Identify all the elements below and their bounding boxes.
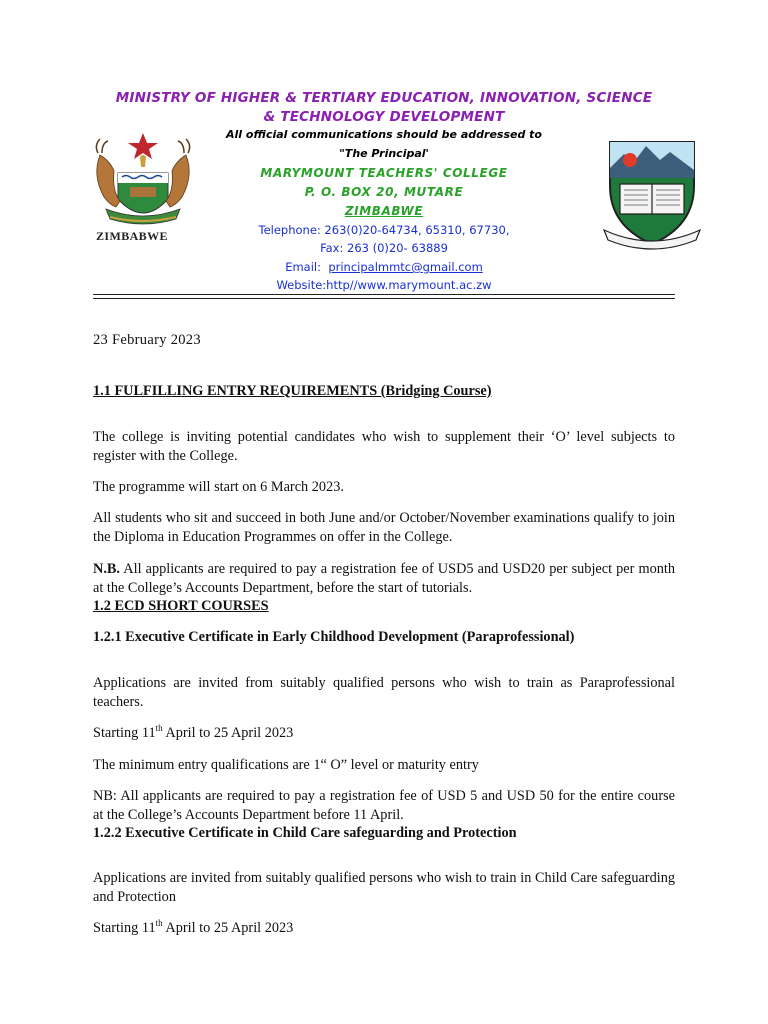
addressee: "The Principal' [339,147,429,160]
section-1-1-nb [93,560,675,598]
section-1-1-paragraph-1: The college is inviting potential candidates who wish to supplement their ‘O’ level subjects to register with the College. [93,429,675,465]
header-divider-thick [93,294,675,295]
section-1-2-1-heading: 1.2.1 Executive Certificate in Early Childhood Development (Paraprofessional) [93,629,575,645]
fax: Fax: 263 (0)20- 63889 [320,241,448,255]
website[interactable]: Website:http//www.marymount.ac.zw [276,278,492,292]
section-1-2-2-heading: 1.2.2 Executive Certificate in Child Care safeguarding and Protection [93,825,517,841]
ministry-title-line2: & TECHNOLOGY DEVELOPMENT [263,109,505,125]
section-1-1-paragraph-2: The programme will start on 6 March 2023. [93,479,344,496]
section-1-1-heading: 1.1 FULFILLING ENTRY REQUIREMENTS (Bridging Course) [93,383,492,399]
section-1-2-2-paragraph: Applications are invited from suitably qualified persons who wish to train in Child Care safeguarding and Protection [93,870,675,906]
letter-date: 23 February 2023 [93,332,201,348]
nb-label: N.B. [93,561,121,578]
section-1-2-1-paragraph: Applications are invited from suitably qualified persons who wish to train as Paraprofessional teachers. [93,675,675,711]
nb-text: All applicants are required to pay a registration fee of USD5 and USD20 per subject per month at the College’s Accounts Department, before the start of tutorials. [93,561,675,597]
email-link[interactable]: principalmmtc@gmail.com [328,260,483,274]
email-line [160,260,608,274]
ministry-title-line1: MINISTRY OF HIGHER & TERTIARY EDUCATION, INNOVATION, SCIENCE [115,90,653,106]
section-1-2-heading: 1.2 ECD SHORT COURSES [93,598,269,614]
college-crest-icon [602,138,702,250]
email-label: Email: [285,260,321,274]
coat-of-arms-label: ZIMBABWE [96,229,168,243]
section-1-2-1-start-dates: Starting 11th April to 25 April 2023 [93,723,294,742]
telephone: Telephone: 263(0)20-64734, 65310, 67730, [258,223,510,237]
official-communications-note: All official communications should be addressed to [226,128,542,141]
header-divider-thin [93,298,675,299]
postal-address: P. O. BOX 20, MUTARE [304,185,464,199]
country: ZIMBABWE [344,204,424,218]
section-1-1-paragraph-3: All students who sit and succeed in both June and/or October/November examinations qualify to join the Diploma in Education Programmes on offer in the College. [93,510,675,546]
college-name: MARYMOUNT TEACHERS' COLLEGE [260,166,508,180]
section-1-2-1-nb: NB: All applicants are required to pay a registration fee of USD 5 and USD 50 for the entire course at the College’s Accounts Department before 11 April. [93,788,675,824]
section-1-2-2-start-dates: Starting 11th April to 25 April 2023 [93,918,294,937]
section-1-2-1-entry-qualifications: The minimum entry qualifications are 1“ O” level or maturity entry [93,757,479,774]
